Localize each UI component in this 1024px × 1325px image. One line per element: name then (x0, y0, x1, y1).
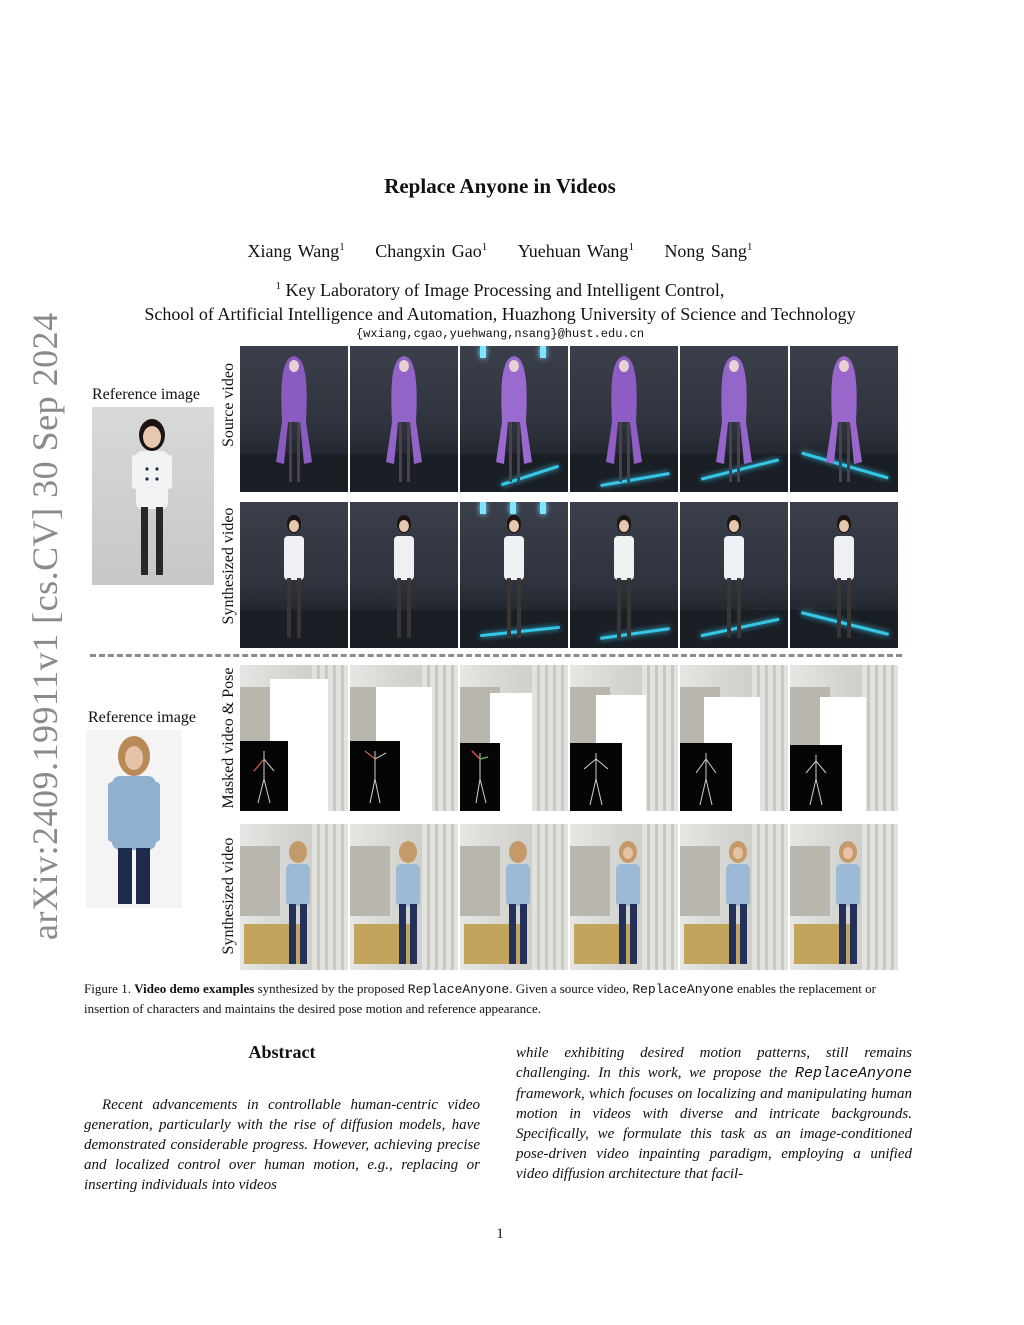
source-video-frame (240, 346, 348, 492)
masked-video-frame (350, 665, 458, 811)
row-label-masked-video-pose: Masked video & Pose (220, 667, 237, 809)
synthesized-video-frame (460, 824, 568, 970)
pose-skeleton (570, 743, 622, 811)
paper-title: Replace Anyone in Videos (384, 174, 616, 198)
pose-skeleton (240, 741, 288, 811)
figure-caption: Figure 1. Video demo examples synthesized by the proposed ReplaceAnyone. Given a source video, ReplaceAnyone enables the replacement or insertion of characters and maintains the desired pose motion and reference appearance. (84, 981, 876, 1016)
pose-skeleton (350, 741, 400, 811)
synthesized-video-frame (790, 502, 898, 648)
row-label-source-video: Source video (220, 363, 237, 447)
synthesized-video-frame (570, 824, 678, 970)
source-video-frame (570, 346, 678, 492)
masked-video-frame (460, 665, 568, 811)
synthesized-video-frame (240, 502, 348, 648)
author-list (0, 241, 1000, 262)
masked-video-frame (570, 665, 678, 811)
reference-denim-woman (86, 730, 182, 908)
synthesized-video-frame (570, 502, 678, 648)
arxiv-stamp: arXiv:2409.19911v1 [cs.CV] 30 Sep 2024 (25, 312, 65, 940)
reference-image-caption-top: Reference image (92, 386, 200, 403)
masked-video-frame (790, 665, 898, 811)
abstract-right-column: while exhibiting desired motion patterns, still remains challenging. In this work, we propose the ReplaceAnyone framework, which focuses on localizing and manipulating human motion in videos with diverse and intricate backgrounds. Specifically, we formulate this task as an image-conditioned pose-driven video inpainting paradigm, employing a unified video diffusion architecture that facil- (516, 1045, 913, 1182)
affiliation: $^1$ Key Laboratory of Image Processing and Intelligent Control, School of Artificial Intelligence and Automation, Huazhong University of Science and Technology (144, 280, 856, 324)
row-label-synthesized-video-top: Synthesized video (220, 507, 237, 625)
masked-video-frame (680, 665, 788, 811)
abstract-heading: Abstract (248, 1042, 316, 1062)
synthesized-video-frame (680, 502, 788, 648)
page-number: 1 (496, 1226, 504, 1242)
synthesized-video-frame (460, 502, 568, 648)
abstract-left-column: Recent advancements in controllable human-centric video generation, particularly with the rise of diffusion models, have demonstrated considerable progress. However, achieving precise and localized control over human motion, e.g., replacing or inserting individuals into videos (84, 1097, 480, 1193)
anime-character (274, 352, 314, 486)
author: Yuehuan Wang$^1$ (517, 241, 634, 261)
author-emails: {wxiang,cgao,yuehwang,nsang}@hust.edu.cn (355, 327, 645, 341)
reference-woman-figure (92, 407, 214, 585)
pose-skeleton (680, 743, 732, 811)
row-label-synthesized-video-bottom: Synthesized video (220, 837, 237, 955)
author: Nong Sang$^1$ (664, 241, 753, 261)
source-video-frame (680, 346, 788, 492)
source-video-frame (790, 346, 898, 492)
author: Xiang Wang$^1$ (247, 241, 345, 261)
pose-skeleton (460, 743, 500, 811)
reference-image-bottom (86, 730, 182, 908)
reference-image-caption-bottom: Reference image (88, 709, 196, 726)
author: Changxin Gao$^1$ (375, 241, 488, 261)
figure-separator (90, 654, 902, 657)
synthesized-video-frame (350, 824, 458, 970)
synthesized-woman (276, 512, 312, 642)
synthesized-video-frame (790, 824, 898, 970)
synthesized-video-frame (240, 824, 348, 970)
synthesized-video-frame (350, 502, 458, 648)
reference-image-top (92, 407, 214, 585)
synthesized-video-frame (680, 824, 788, 970)
pose-skeleton (790, 745, 842, 811)
masked-video-frame (240, 665, 348, 811)
synthesized-denim-woman (280, 838, 316, 966)
source-video-frame (350, 346, 458, 492)
source-video-frame (460, 346, 568, 492)
